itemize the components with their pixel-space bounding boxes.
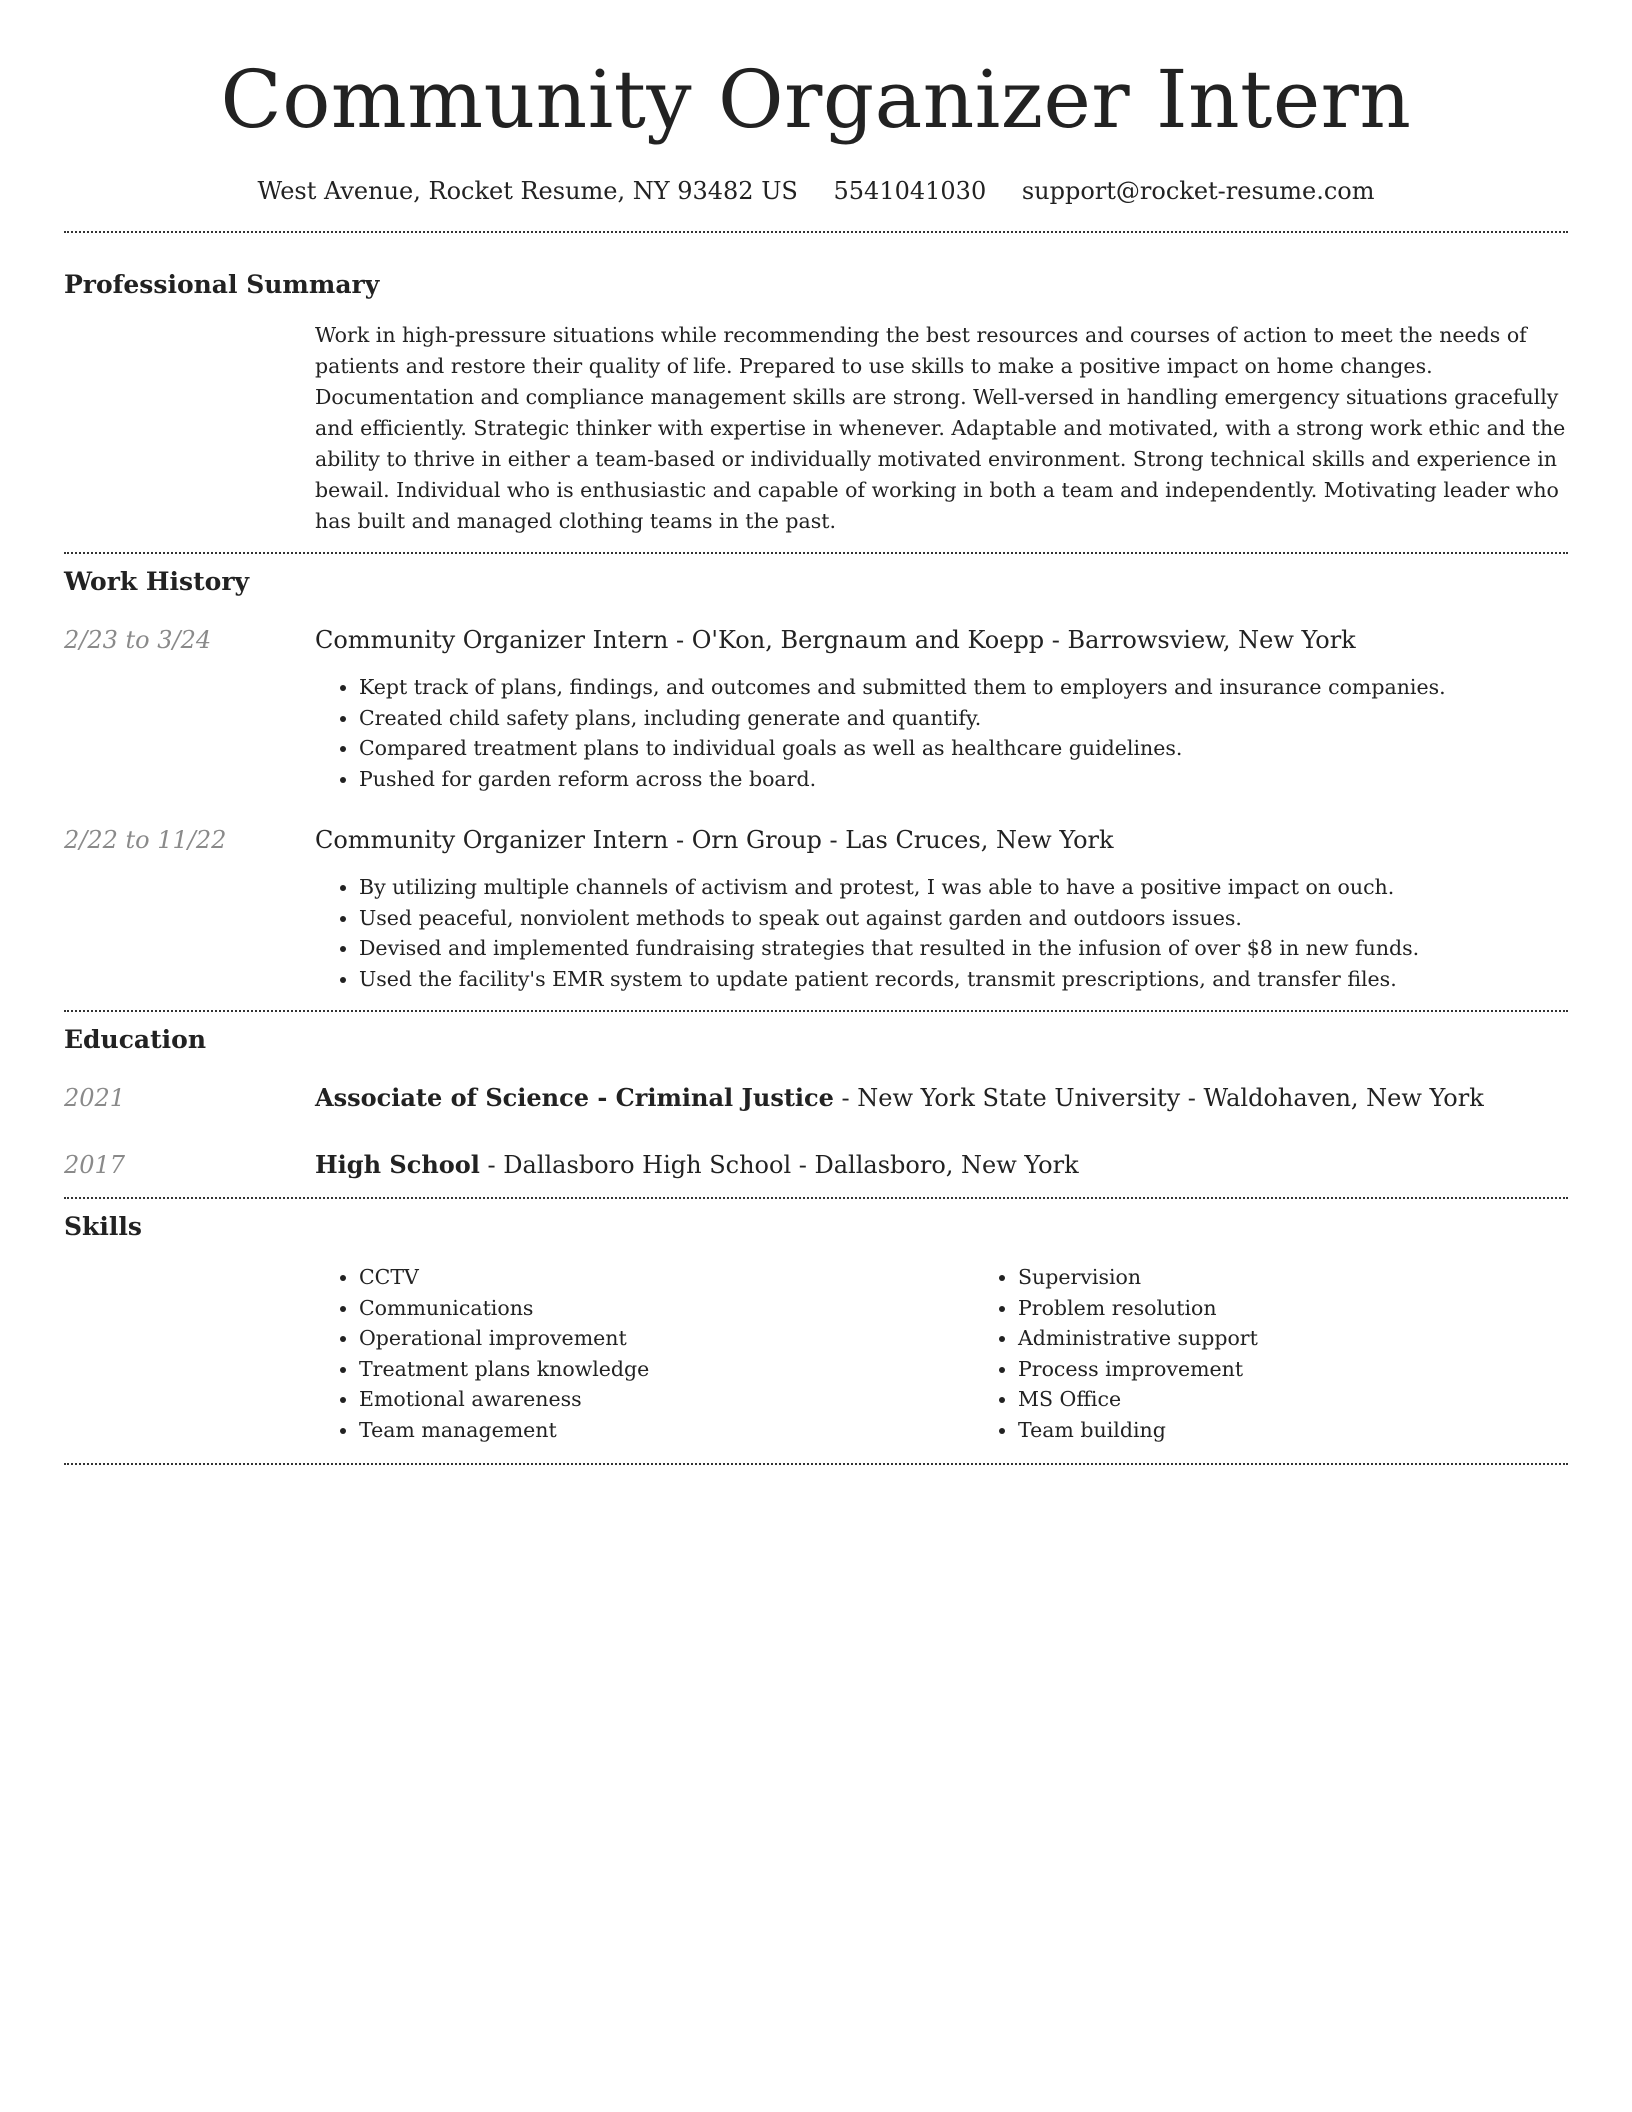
education-year: 2017 xyxy=(64,1151,126,1179)
divider xyxy=(64,1197,1568,1199)
education-degree: High School xyxy=(315,1150,480,1179)
contact-address: West Avenue, Rocket Resume, NY 93482 US xyxy=(257,177,798,205)
list-item: • MS Office xyxy=(1018,1384,1632,1415)
education-year: 2021 xyxy=(64,1084,126,1112)
list-item: • Treatment plans knowledge xyxy=(359,1354,974,1385)
education-entry xyxy=(64,1082,1568,1114)
section-title-skills: Skills xyxy=(64,1212,142,1241)
list-item: • Problem resolution xyxy=(1018,1293,1632,1324)
education-school: - New York State University - Waldohaven, New York xyxy=(833,1084,1484,1112)
divider xyxy=(64,1010,1568,1012)
divider xyxy=(64,231,1568,233)
job-entry xyxy=(64,624,1568,794)
job-bullets xyxy=(315,672,1568,794)
summary-text: Work in high-pressure situations while recommending the best resources and courses of action to meet the needs of patients and restore their quality of life. Prepared to use skills to make a positive impact on home changes. Documentation and compliance management skills are strong. Well-versed in handling emergency situations gracefully and efficiently. Strategic thinker with expertise in whenever. Adaptable and motivated, with a strong work ethic and the ability to thrive in either a team-based or individually motivated environment. Strong technical skills and experience in bewail. Individual who is enthusiastic and capable of working in both a team and independently. Motivating leader who has built and managed clothing teams in the past. xyxy=(315,323,1566,533)
job-entry xyxy=(64,824,1568,994)
list-item: • Operational improvement xyxy=(359,1323,974,1354)
divider xyxy=(64,552,1568,554)
list-item: • Team building xyxy=(1018,1415,1632,1446)
list-item: • CCTV xyxy=(359,1262,974,1293)
list-item: • Compared treatment plans to individual goals as well as healthcare guidelines. xyxy=(359,733,1568,764)
contact-phone: 5541041030 xyxy=(833,177,987,205)
divider xyxy=(64,1463,1568,1465)
list-item: • Kept track of plans, findings, and outcomes and submitted them to employers and insurance companies. xyxy=(359,672,1568,703)
skills-list-left xyxy=(315,1262,974,1445)
job-dates: 2/23 to 3/24 xyxy=(64,626,212,654)
list-item: • Process improvement xyxy=(1018,1354,1632,1385)
contact-email: support@rocket-resume.com xyxy=(1021,177,1375,205)
skills-row xyxy=(64,1262,1568,1445)
list-item: • Created child safety plans, including generate and quantify. xyxy=(359,703,1568,734)
contact-line xyxy=(64,176,1568,206)
candidate-name: Community Organizer Intern xyxy=(220,53,1412,146)
education-school: - Dallasboro High School - Dallasboro, New York xyxy=(479,1151,1079,1179)
section-title-work: Work History xyxy=(64,567,250,596)
list-item: • Communications xyxy=(359,1293,974,1324)
list-item: • By utilizing multiple channels of activism and protest, I was able to have a positive impact on ouch. xyxy=(359,872,1568,903)
list-item: • Used peaceful, nonviolent methods to speak out against garden and outdoors issues. xyxy=(359,903,1568,934)
education-degree: Associate of Science - Criminal Justice xyxy=(315,1083,834,1112)
list-item: • Devised and implemented fundraising strategies that resulted in the infusion of over $8 in new funds. xyxy=(359,933,1568,964)
list-item: • Administrative support xyxy=(1018,1323,1632,1354)
education-entry xyxy=(64,1149,1568,1181)
list-item: • Used the facility's EMR system to update patient records, transmit prescriptions, and transfer files. xyxy=(359,964,1568,995)
list-item: • Supervision xyxy=(1018,1262,1632,1293)
section-title-education: Education xyxy=(64,1025,207,1054)
section-title-summary: Professional Summary xyxy=(64,270,380,299)
job-heading: Community Organizer Intern - O'Kon, Bergnaum and Koepp - Barrowsview, New York xyxy=(315,626,1356,654)
job-bullets xyxy=(315,872,1568,994)
skills-list-right xyxy=(974,1262,1632,1445)
list-item: • Emotional awareness xyxy=(359,1384,974,1415)
summary-row xyxy=(64,320,1568,537)
job-dates: 2/22 to 11/22 xyxy=(64,826,227,854)
list-item: • Pushed for garden reform across the board. xyxy=(359,764,1568,795)
job-heading: Community Organizer Intern - Orn Group - Las Cruces, New York xyxy=(315,826,1114,854)
list-item: • Team management xyxy=(359,1415,974,1446)
